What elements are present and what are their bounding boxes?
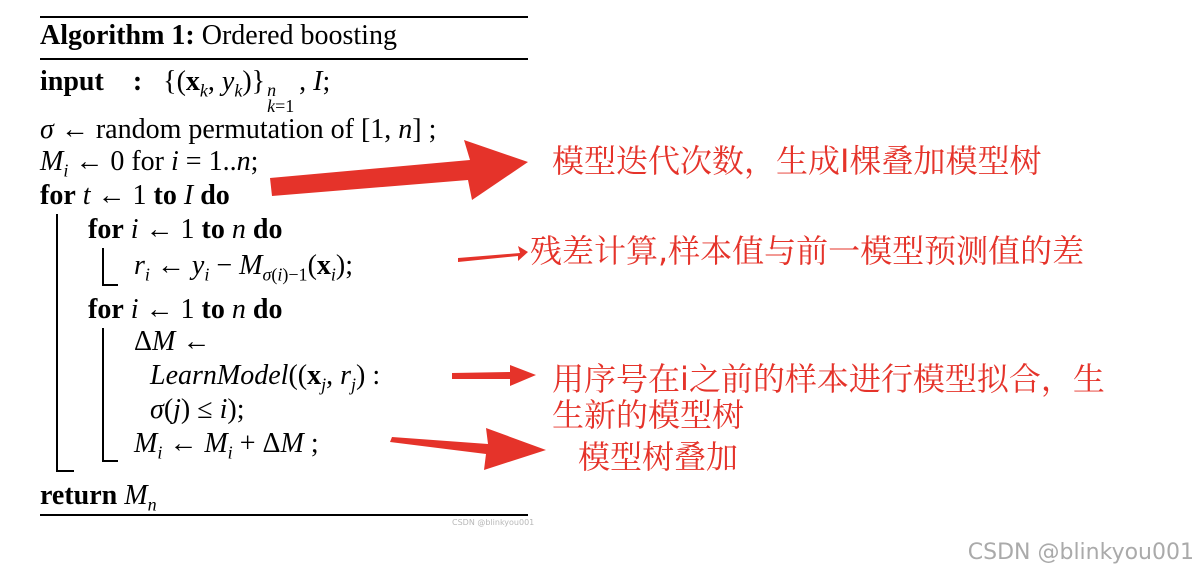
input-keyword: input [40,66,104,97]
algorithm-title-label: Algorithm 1: [40,20,195,51]
arrow-stack [390,428,546,470]
mi-init-line: $M_i$ ← 0 for i = 1..n; [40,146,259,181]
learn-model-line: $LearnModel((x_j$, $r_j$) : [150,360,381,395]
for-i-line-2: for i ← 1 to n do [88,294,283,325]
annotation-iterations: 模型迭代次数，生成I棵叠加模型树 [552,142,1042,180]
return-keyword: return [40,480,118,511]
to-keyword: to [201,294,225,325]
do-keyword: do [200,180,230,211]
do-keyword: do [252,294,283,325]
for-t-end: I [183,180,194,211]
sigma-condition-line: σ(j) ≤ i); [150,394,245,425]
arrow-residual [458,246,528,262]
input-colon: : [132,66,143,97]
annotation-fit-line2: 生新的模型树 [552,396,745,434]
algorithm-title-text: Ordered boosting [201,20,397,51]
for-keyword: for [88,294,124,325]
for-t-line: for t ← 1 to I do [40,180,230,211]
input-expression: {($x_k$, $y_k$)} n k=1 , I; [163,66,331,116]
for-keyword: for [40,180,76,211]
update-line: $M_i$ ← $M_i + \Delta M$ ; [134,428,319,463]
to-keyword: to [201,214,225,245]
for-i2-end: n [231,294,246,325]
to-keyword: to [153,180,177,211]
arrow-fit [452,365,536,386]
do-keyword: do [252,214,283,245]
delta-line: ΔM ← [134,326,211,357]
for-i1-end: n [231,214,246,245]
annotation-residual: 残差计算,样本值与前一模型预测值的差 [530,232,1085,270]
for-keyword: for [88,214,124,245]
arrow-iterations [270,140,528,200]
for-i-line-1: for i ← 1 to n do [88,214,283,245]
return-line: return $M_n$ [40,480,157,515]
residual-line: $r_i$ ← $y_i - M_{\sigma(i)-1}(x_i)$; [134,250,354,285]
small-watermark: CSDN @blinkyou001 [452,518,535,527]
annotation-stack: 模型树叠加 [578,438,739,476]
corner-watermark: CSDN @blinkyou001 [967,540,1194,565]
sigma-line: σ ← random permutation of [1, n] ; [40,114,437,145]
annotation-fit-line1: 用序号在i之前的样本进行模型拟合，生 [552,360,1105,398]
